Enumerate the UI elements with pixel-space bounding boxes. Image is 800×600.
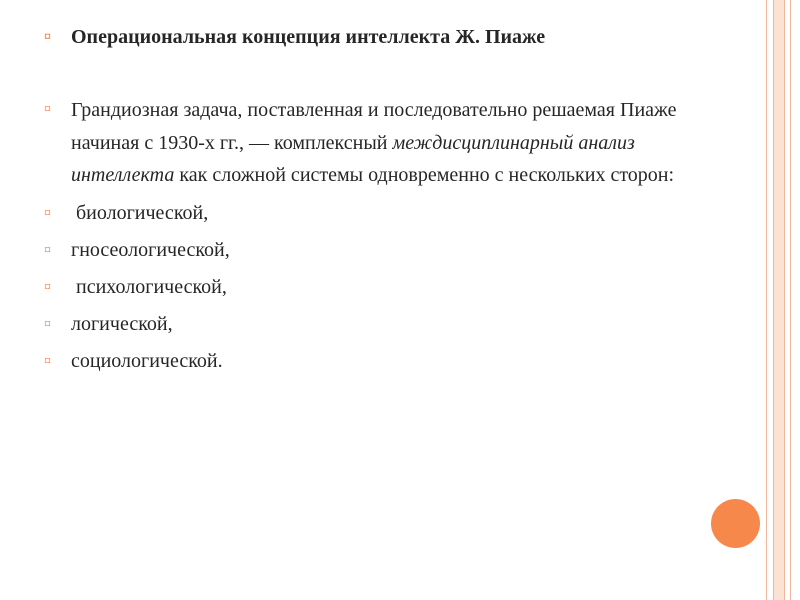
list-item: [44, 235, 704, 266]
paragraph-text-2: как сложной системы одновременно с нескольких сторон:: [174, 164, 675, 186]
bullet-icon: ¤: [44, 30, 51, 45]
bullet-icon: ¤: [44, 279, 51, 295]
slide-title: [44, 22, 704, 53]
bullet-icon: ¤: [44, 102, 51, 117]
list-item-text: гносеологической,: [71, 238, 230, 261]
frame-band: [773, 0, 784, 600]
frame-line-outer-left: [766, 0, 767, 600]
list-item: [44, 309, 704, 340]
bullet-icon: ¤: [44, 205, 51, 221]
list-item-text: психологической,: [71, 275, 227, 298]
list-item: [44, 198, 704, 229]
intro-paragraph: [44, 94, 704, 192]
list-item: [44, 346, 704, 377]
paragraph-emphasis: междисциплинарный анализ интеллекта: [71, 131, 635, 186]
frame-line-inner-right: [784, 0, 785, 600]
list-item: [44, 272, 704, 303]
title-text: Операциональная концепция интеллекта Ж. Пиаже: [71, 26, 546, 48]
list-item-text: логической,: [71, 312, 173, 335]
decorative-circle: [711, 499, 760, 548]
list-item-text: социологической.: [71, 349, 223, 372]
bullet-icon: ¤: [44, 242, 51, 258]
bullet-icon: ¤: [44, 353, 51, 369]
slide-content: [44, 22, 704, 377]
frame-line-outer-right: [790, 0, 791, 600]
paragraph-text-1: Грандиозная задача, поставленная и последовательно решаемая Пиаже начиная с 1930-х гг., — комплексный: [71, 99, 677, 154]
list-item-text: биологической,: [71, 201, 209, 224]
bullet-icon: ¤: [44, 316, 51, 332]
frame-line-inner-left: [773, 0, 774, 600]
